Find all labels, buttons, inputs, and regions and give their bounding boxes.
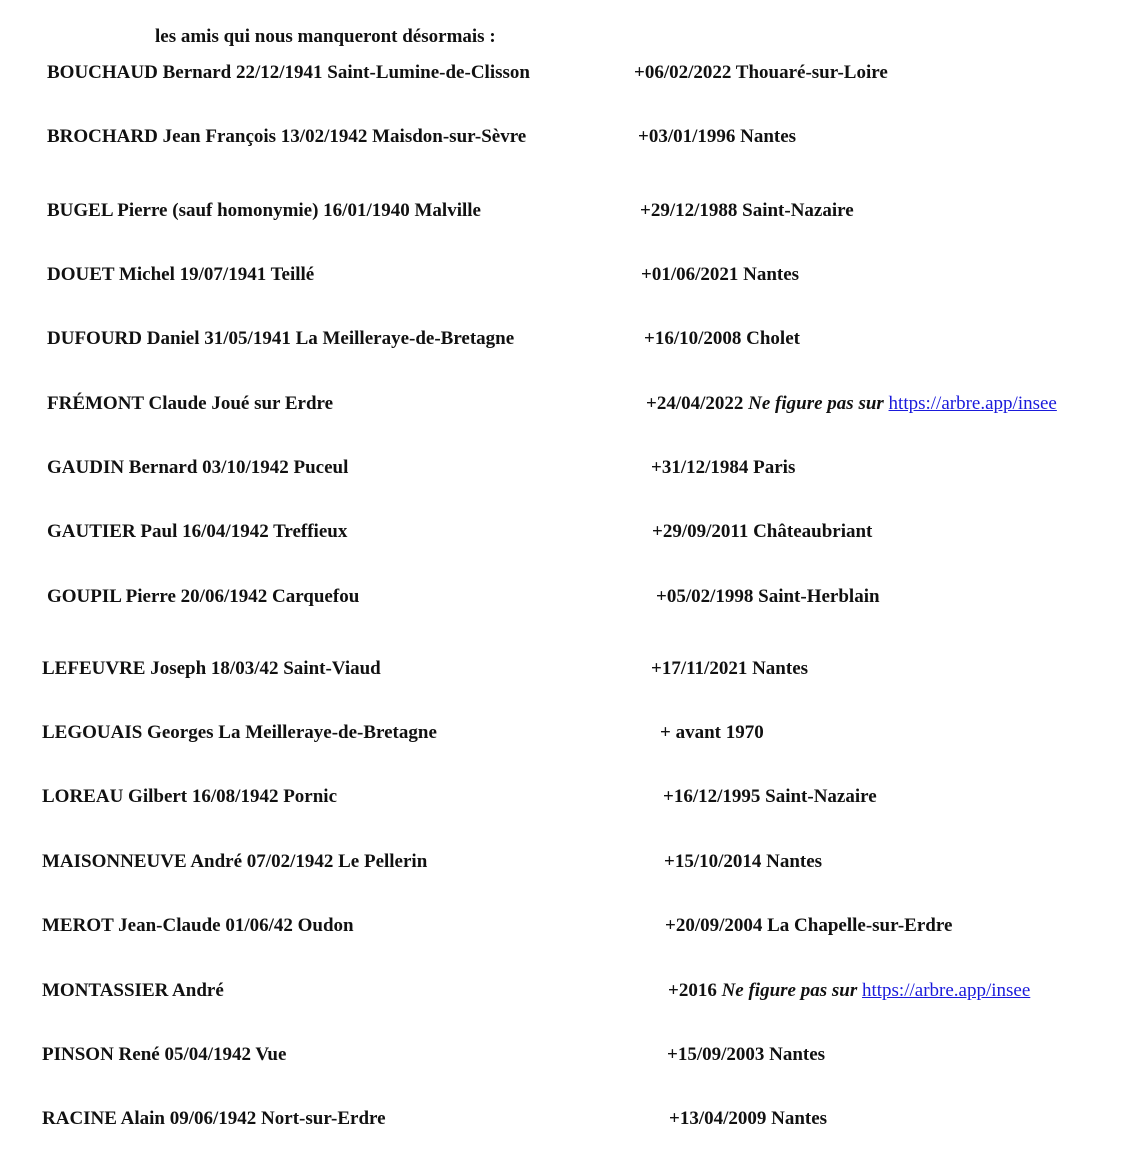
- entry-person-gaudin: GAUDIN Bernard 03/10/1942 Puceul: [47, 457, 349, 478]
- entry-death-merot: +20/09/2004 La Chapelle-sur-Erdre: [665, 915, 953, 936]
- entry-death-gautier: +29/09/2011 Châteaubriant: [652, 521, 873, 542]
- entry-person-bugel: BUGEL Pierre (sauf homonymie) 16/01/1940 Malville: [47, 200, 481, 221]
- page-heading: les amis qui nous manqueront désormais :: [155, 26, 496, 47]
- entry-death-maisonneuve: +15/10/2014 Nantes: [664, 851, 823, 872]
- entry-person-legouais: LEGOUAIS Georges La Meilleraye-de-Bretagne: [42, 722, 437, 743]
- entry-death-dufourd: +16/10/2008 Cholet: [644, 328, 800, 349]
- entry-person-lefeuvre: LEFEUVRE Joseph 18/03/42 Saint-Viaud: [42, 658, 381, 679]
- death-date: +24/04/2022: [646, 393, 744, 414]
- entry-death-gaudin: +31/12/1984 Paris: [651, 457, 796, 478]
- entry-person-douet: DOUET Michel 19/07/1941 Teillé: [47, 264, 315, 285]
- entry-person-loreau: LOREAU Gilbert 16/08/1942 Pornic: [42, 786, 338, 807]
- entry-person-montassier: MONTASSIER André: [42, 980, 224, 1001]
- entry-person-racine: RACINE Alain 09/06/1942 Nort-sur-Erdre: [42, 1108, 386, 1129]
- not-listed-note: Ne figure pas sur: [721, 980, 858, 1001]
- entry-death-legouais: + avant 1970: [660, 722, 764, 743]
- entry-death-goupil: +05/02/1998 Saint-Herblain: [656, 586, 880, 607]
- entry-death-racine: +13/04/2009 Nantes: [669, 1108, 828, 1129]
- arbre-insee-link[interactable]: https://arbre.app/insee: [888, 393, 1057, 414]
- entry-death-douet: +01/06/2021 Nantes: [641, 264, 800, 285]
- entry-person-maisonneuve: MAISONNEUVE André 07/02/1942 Le Pellerin: [42, 851, 428, 872]
- entry-death-lefeuvre: +17/11/2021 Nantes: [651, 658, 809, 679]
- entry-death-brochard: +03/01/1996 Nantes: [638, 126, 797, 147]
- entry-person-gautier: GAUTIER Paul 16/04/1942 Treffieux: [47, 521, 348, 542]
- entry-death-loreau: +16/12/1995 Saint-Nazaire: [663, 786, 877, 807]
- entry-person-fremont: FRÉMONT Claude Joué sur Erdre: [47, 393, 334, 414]
- entry-person-merot: MEROT Jean-Claude 01/06/42 Oudon: [42, 915, 354, 936]
- arbre-insee-link[interactable]: https://arbre.app/insee: [861, 980, 1031, 1001]
- entry-death-pinson: +15/09/2003 Nantes: [667, 1044, 826, 1065]
- entry-death-bouchaud: +06/02/2022 Thouaré-sur-Loire: [634, 62, 888, 83]
- entry-death-bugel: +29/12/1988 Saint-Nazaire: [640, 200, 854, 221]
- death-date: +2016: [668, 980, 717, 1001]
- entry-person-goupil: GOUPIL Pierre 20/06/1942 Carquefou: [47, 586, 360, 607]
- entry-person-bouchaud: BOUCHAUD Bernard 22/12/1941 Saint-Lumine-de-Clisson: [47, 62, 530, 83]
- entry-person-dufourd: DUFOURD Daniel 31/05/1941 La Meilleraye-de-Bretagne: [47, 328, 515, 349]
- entry-death-fremont: [646, 393, 1057, 415]
- entry-person-pinson: PINSON René 05/04/1942 Vue: [42, 1044, 287, 1065]
- entry-person-brochard: BROCHARD Jean François 13/02/1942 Maisdon-sur-Sèvre: [47, 126, 527, 147]
- entry-death-montassier: [668, 980, 1030, 1002]
- not-listed-note: Ne figure pas sur: [748, 393, 884, 414]
